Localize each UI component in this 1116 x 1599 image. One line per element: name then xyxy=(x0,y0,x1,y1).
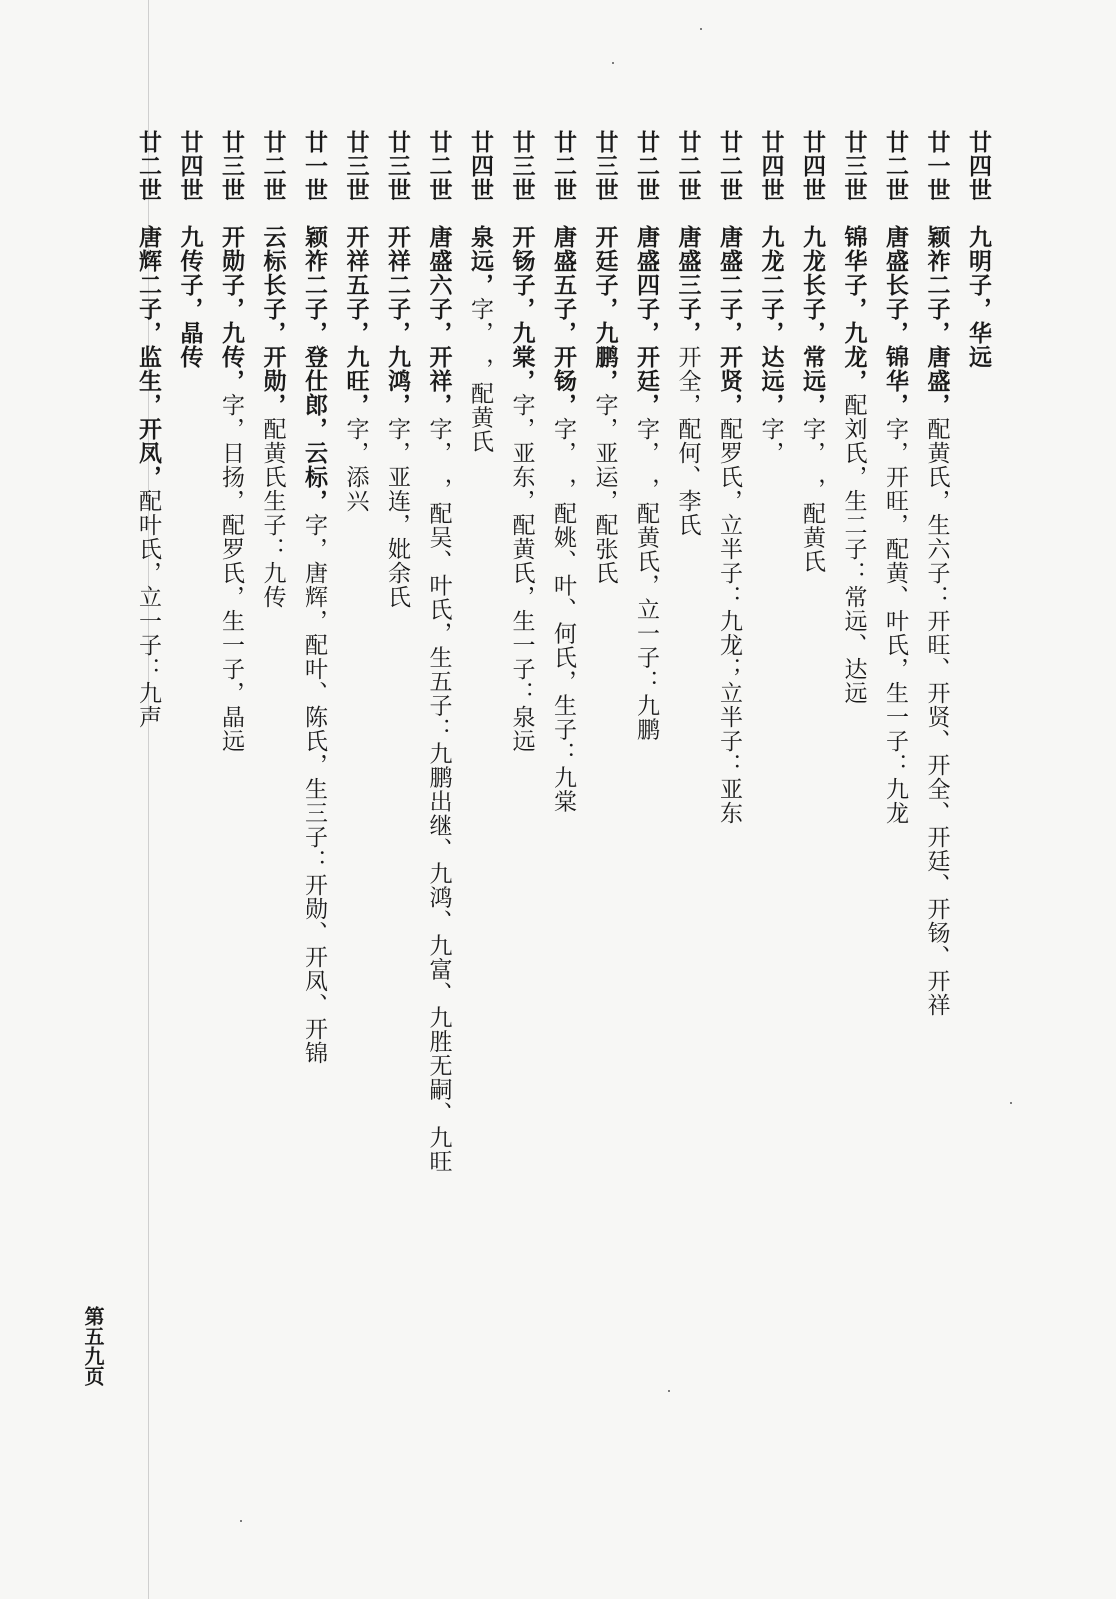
genealogy-entry xyxy=(376,130,418,1270)
generation-label: 廿一世 xyxy=(923,130,950,202)
entry-detail: 字， ，配吴、叶氏，生五子：九鹏出继、九鸿、九富、九胜无嗣、九旺 xyxy=(425,417,452,1174)
entry-lead: 唐盛四子，开廷， xyxy=(633,225,659,417)
generation-label: 廿三世 xyxy=(840,130,867,202)
genealogy-entry xyxy=(666,130,708,1270)
generation-label: 廿四世 xyxy=(757,130,784,202)
genealogy-entry xyxy=(915,130,957,1270)
generation-label: 廿四世 xyxy=(965,130,991,202)
generation-label: 廿二世 xyxy=(716,130,742,202)
scan-speck xyxy=(668,1390,670,1392)
generation-label: 廿三世 xyxy=(384,130,410,202)
genealogy-entry xyxy=(749,130,791,1270)
genealogy-entry xyxy=(625,130,667,1270)
entry-detail: 字，开旺，配黄、叶氏，生一子：九龙 xyxy=(882,417,908,825)
scan-speck xyxy=(1010,1102,1012,1104)
scan-speck xyxy=(240,1520,242,1522)
entry-detail: 字，亚连，妣余氏 xyxy=(384,417,410,609)
genealogy-entry xyxy=(957,130,999,1270)
entry-lead: 颖祚二子，唐盛， xyxy=(923,225,950,417)
genealogy-entry xyxy=(334,130,376,1270)
entry-lead: 泉远， xyxy=(467,225,493,297)
entry-detail: 配黄氏生子：九传 xyxy=(259,417,286,609)
genealogy-entry xyxy=(127,130,169,1270)
genealogy-entry xyxy=(417,130,459,1270)
generation-label: 廿三世 xyxy=(591,130,618,202)
genealogy-entry xyxy=(168,130,210,1270)
genealogy-entry xyxy=(459,130,501,1270)
genealogy-entry xyxy=(832,130,874,1270)
generation-label: 廿四世 xyxy=(176,130,203,202)
generation-label: 廿二世 xyxy=(425,130,452,202)
entry-lead: 开祥二子，九鸿， xyxy=(384,225,410,417)
entry-detail: 配叶氏，立一子：九声 xyxy=(135,489,161,729)
entry-detail: 字，日扬，配罗氏，生一子，晶远 xyxy=(218,393,244,753)
generation-label: 廿二世 xyxy=(882,130,908,202)
entry-lead: 九传子，晶传 xyxy=(176,225,203,369)
entry-detail: 字， ，配黄氏 xyxy=(467,297,493,454)
entry-detail: 字，亚运，配张氏 xyxy=(591,393,618,585)
generation-label: 廿二世 xyxy=(633,130,659,202)
entry-lead: 唐盛六子，开祥， xyxy=(425,225,452,417)
entry-lead: 唐盛三子， xyxy=(674,225,701,345)
entry-lead: 开勋子，九传， xyxy=(218,225,244,393)
generation-label: 廿三世 xyxy=(218,130,244,202)
generation-label: 廿四世 xyxy=(467,130,493,202)
entry-lead: 颖祚二子，登仕郎，云标， xyxy=(301,225,327,513)
entry-detail: 字， ，配黄氏 xyxy=(799,417,825,574)
page-number: 第五九页 xyxy=(81,1306,105,1386)
entry-detail: 字， ，配姚、叶、何氏，生子：九棠 xyxy=(550,417,576,814)
genealogy-entry xyxy=(874,130,916,1270)
entry-lead: 锦华子，九龙， xyxy=(840,225,867,393)
generation-label: 廿二世 xyxy=(259,130,286,202)
genealogy-entry xyxy=(542,130,584,1270)
generation-label: 廿二世 xyxy=(674,130,701,202)
entry-lead: 唐盛五子，开钖， xyxy=(550,225,576,417)
entry-detail: 配刘氏，生二子：常远、达远 xyxy=(840,393,867,705)
generation-label: 廿三世 xyxy=(342,130,369,202)
entry-detail: 字，添兴 xyxy=(342,417,369,513)
entry-detail: 开全，配何、李氏 xyxy=(674,345,701,537)
entry-lead: 开祥五子，九旺， xyxy=(342,225,369,417)
genealogy-text-block xyxy=(127,130,999,1270)
generation-label: 廿二世 xyxy=(550,130,576,202)
generation-label: 廿一世 xyxy=(301,130,327,202)
entry-detail: 字，唐辉，配叶、陈氏，生三子：开勋、开凤、开锦 xyxy=(301,513,327,1065)
generation-label: 廿四世 xyxy=(799,130,825,202)
entry-detail: 字， ，配黄氏，立一子：九鹏 xyxy=(633,417,659,742)
entry-lead: 唐盛二子，开贤， xyxy=(716,225,742,417)
scan-speck xyxy=(612,62,614,64)
entry-lead: 唐盛长子，锦华， xyxy=(882,225,908,417)
entry-detail: 字， xyxy=(757,417,784,465)
generation-label: 廿二世 xyxy=(135,130,161,202)
genealogy-entry xyxy=(791,130,833,1270)
entry-lead: 九明子，华远 xyxy=(965,225,991,369)
genealogy-entry xyxy=(708,130,750,1270)
entry-detail: 配罗氏，立半子：九龙；立半子：亚东 xyxy=(716,417,742,825)
genealogy-entry xyxy=(251,130,293,1270)
entry-detail: 字，亚东，配黄氏，生一子：泉远 xyxy=(508,393,535,753)
genealogy-entry xyxy=(500,130,542,1270)
genealogy-entry xyxy=(210,130,252,1270)
entry-lead: 开钖子，九棠， xyxy=(508,225,535,393)
entry-detail: 配黄氏，生六子：开旺、开贤、开全、开廷、开钖、开祥 xyxy=(923,417,950,1017)
genealogy-entry xyxy=(583,130,625,1270)
scan-speck xyxy=(700,28,702,30)
entry-lead: 九龙二子，达远， xyxy=(757,225,784,417)
entry-lead: 九龙长子，常远， xyxy=(799,225,825,417)
entry-lead: 唐辉二子，监生，开凤， xyxy=(135,225,161,489)
generation-label: 廿三世 xyxy=(508,130,535,202)
genealogy-entry xyxy=(293,130,335,1270)
entry-lead: 云标长子，开勋， xyxy=(259,225,286,417)
entry-lead: 开廷子，九鹏， xyxy=(591,225,618,393)
